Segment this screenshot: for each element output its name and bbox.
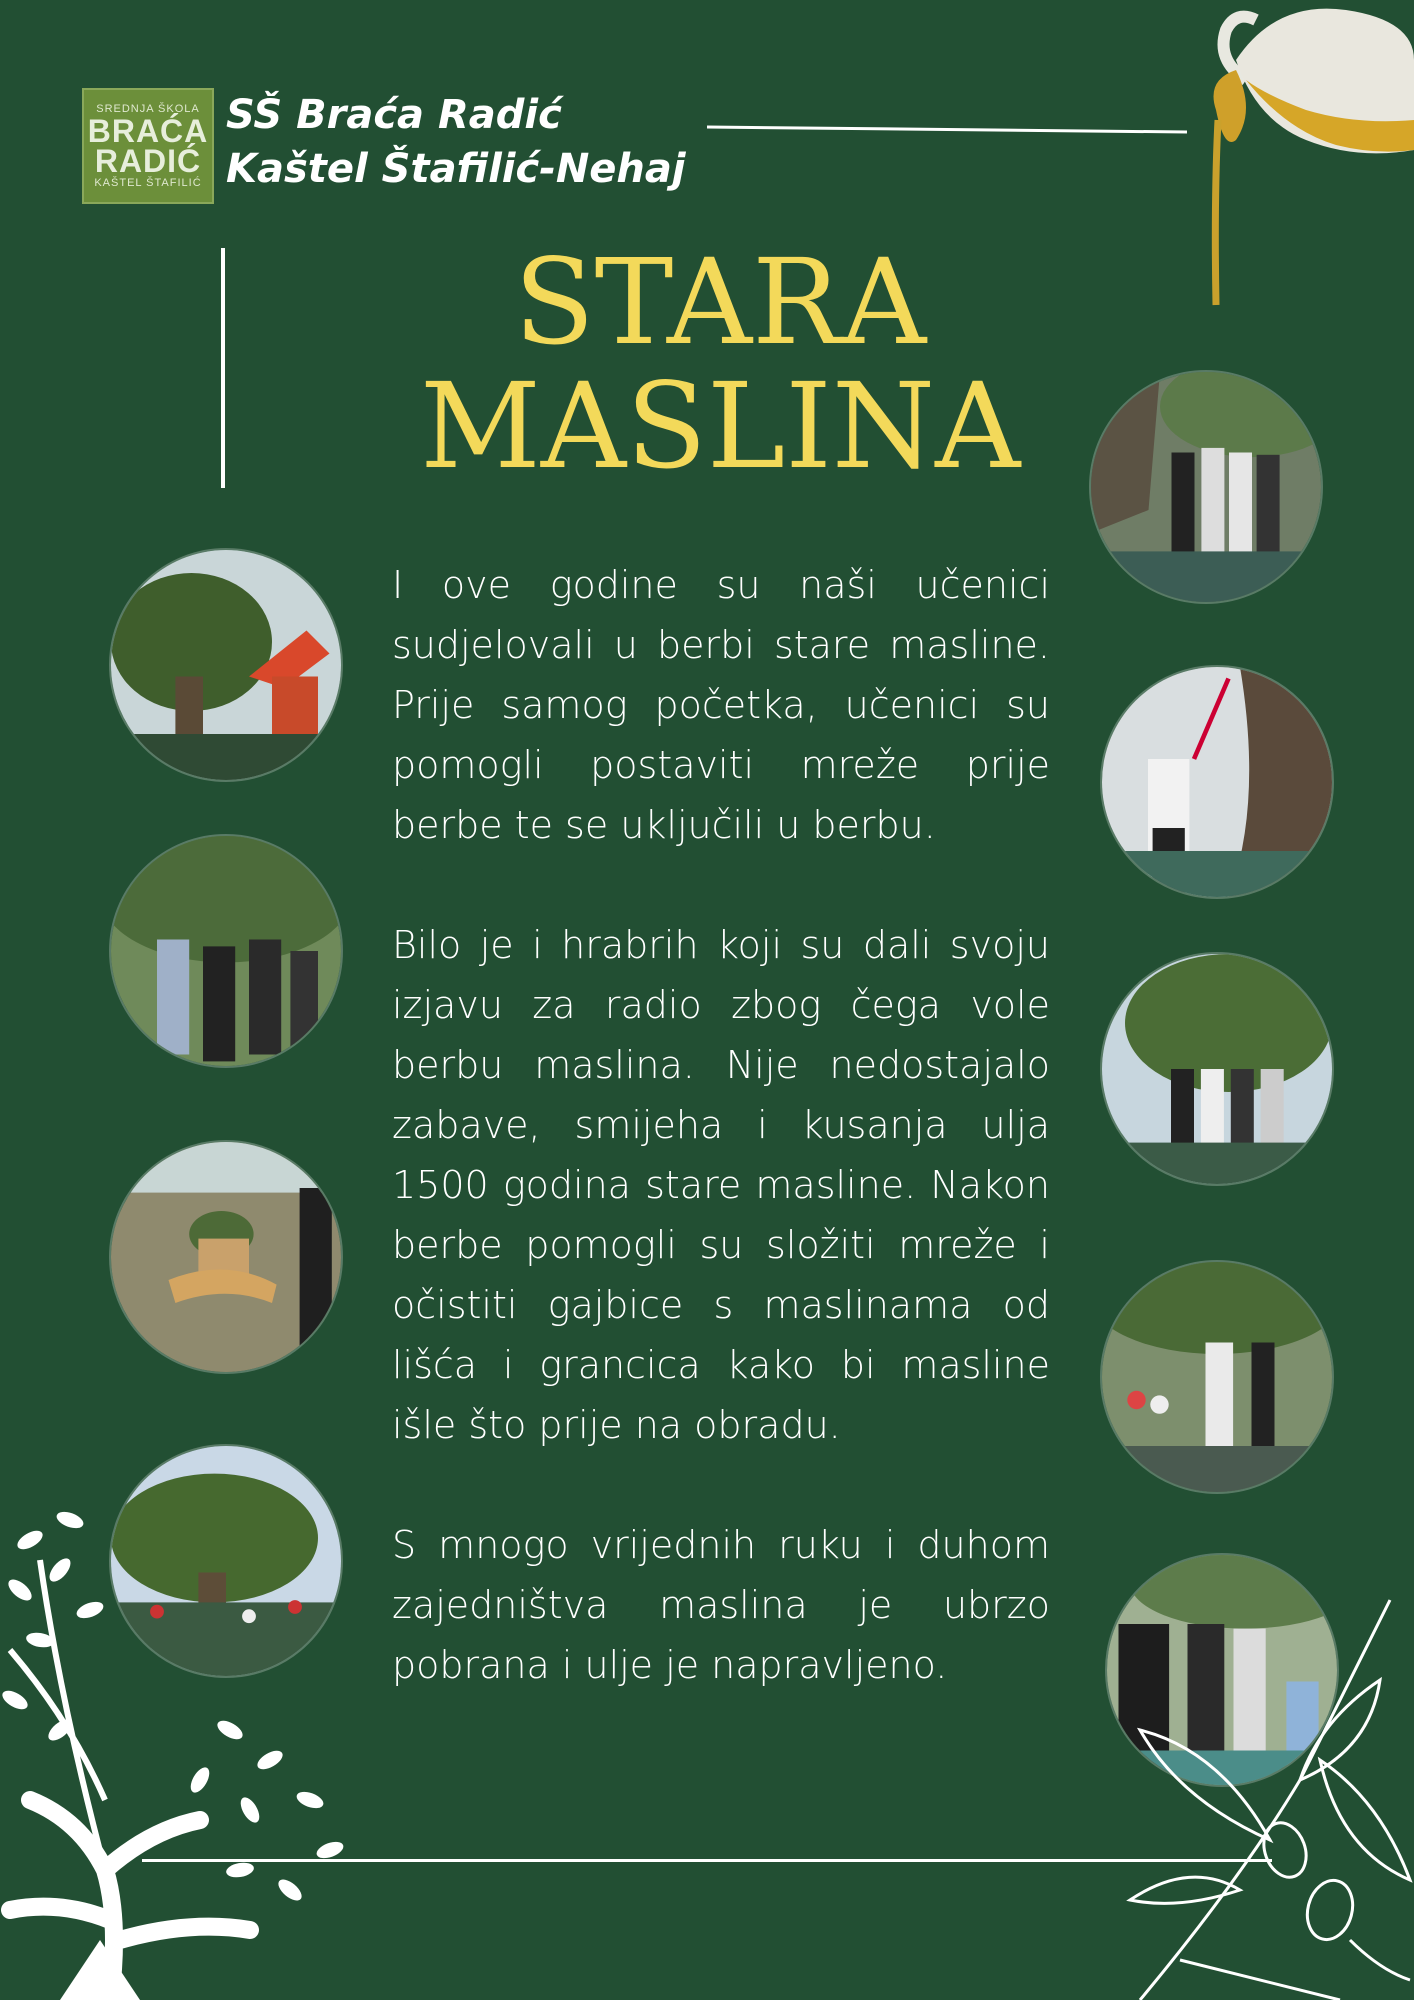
logo-line2: BRAĆA [87, 113, 209, 149]
olive-oil-jug-icon [1196, 0, 1414, 310]
page-title [420, 233, 1021, 495]
olive-tree-icon [0, 1500, 370, 2000]
title-line2: MASLINA [420, 357, 1021, 495]
school-name [226, 88, 686, 196]
paragraph-1: I ove godine su naši učenici sudjelovali u berbi stare masline. Prije samog početka, učenici su pomogli postaviti mreže prije berbe te se uključili u berbu. [392, 563, 1050, 847]
vertical-divider [221, 248, 225, 488]
photo-students-under-tree [1089, 370, 1323, 604]
logo-line4: KAŠTEL ŠTAFILIĆ [94, 177, 202, 189]
logo-line1: SREDNJA ŠKOLA [96, 103, 200, 115]
bottom-divider [142, 1859, 1272, 1862]
school-logo [82, 88, 214, 204]
photo-wooden-sculptures [109, 1140, 343, 1374]
school-name-line2: Kaštel Štafilić-Nehaj [226, 146, 686, 192]
photo-student-with-rake [1100, 665, 1334, 899]
school-name-line1: SŠ Braća Radić [226, 92, 562, 138]
photo-students-collecting [1100, 1260, 1334, 1494]
article-body [392, 555, 1050, 1755]
top-divider [707, 125, 1187, 133]
photo-olive-tree-with-lift [109, 548, 343, 782]
paragraph-3: S mnogo vrijednih ruku i duhom zajedništva maslina je ubrzo pobrana i ulje je napravljeno. [392, 1523, 1050, 1687]
paragraph-2: Bilo je i hrabrih koji su dali svoju izjavu za radio zbog čega vole berbu maslina. Nije nedostajalo zabave, smijeha i kusanja ulja 1500 godina stare masline. Nakon berbe pomogli su složiti mreže i očistiti gajbice s maslinama od lišća i grancica kako bi masline išle što prije na obradu. [392, 923, 1050, 1447]
photo-group-by-tree [1100, 952, 1334, 1186]
olive-branch-icon [1120, 1580, 1414, 2000]
logo-line3: RADIĆ [94, 143, 202, 179]
title-line1: STARA [513, 233, 927, 371]
photo-students-picking [109, 834, 343, 1068]
